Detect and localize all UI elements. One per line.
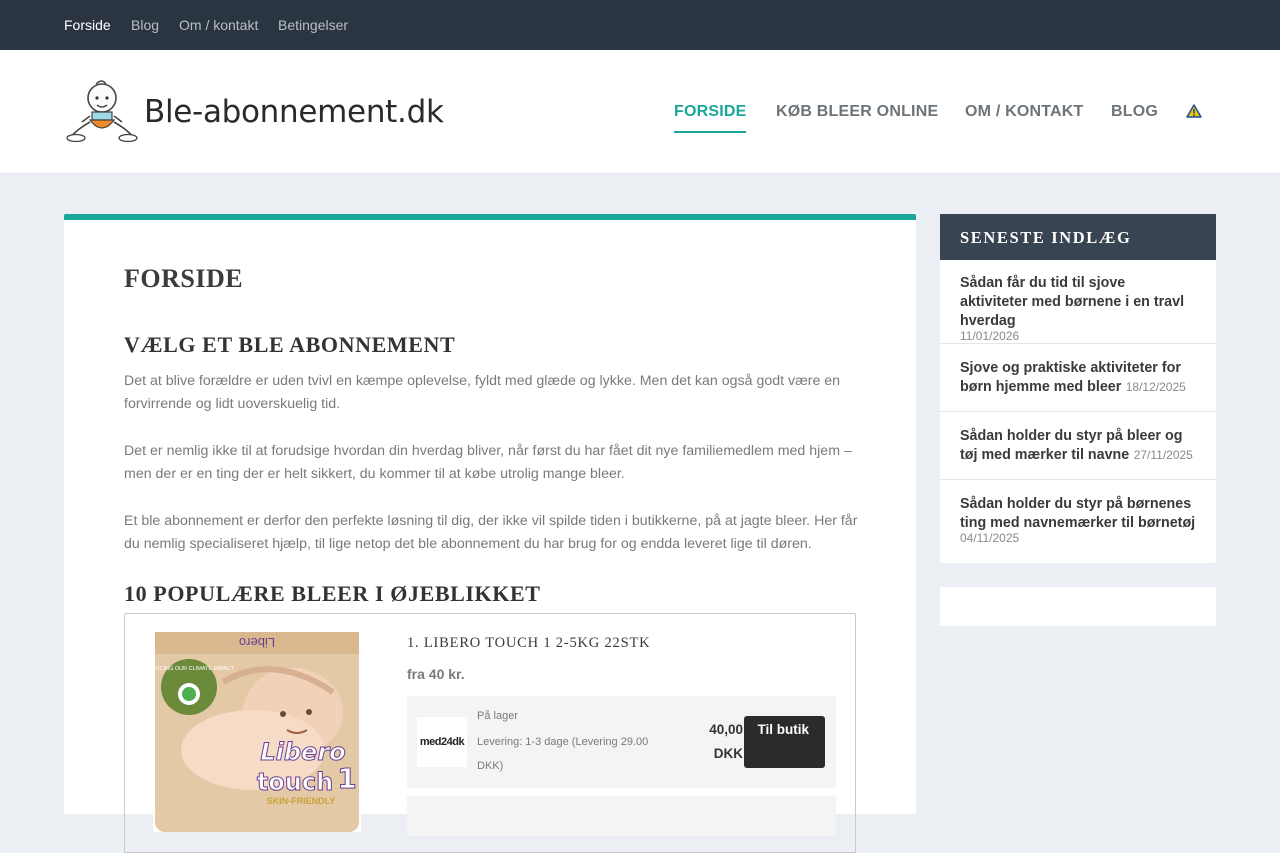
product-tag-text: SKIN-FRIENDLY <box>266 796 336 806</box>
recent-post-item <box>940 480 1216 563</box>
page-title: FORSIDE <box>124 264 244 293</box>
offer-delivery: Levering: 1-3 dage (Levering 29.00 DKK) <box>477 736 649 772</box>
offer-stock-status: På lager <box>477 710 518 722</box>
nav-item-om-kontakt[interactable]: OM / KONTAKT <box>965 103 1084 120</box>
nav-item-blog[interactable]: BLOG <box>1111 103 1159 120</box>
product-line-text: touch <box>256 768 334 796</box>
topbar-link-blog[interactable]: Blog <box>131 17 160 33</box>
nav-item-koeb-bleer-online[interactable]: KØB BLEER ONLINE <box>776 103 939 120</box>
recent-post-date: 04/11/2025 <box>960 531 1020 545</box>
product-card <box>124 613 856 853</box>
til-butik-button[interactable]: Til butik <box>744 716 825 768</box>
shop-logo[interactable]: med24dk <box>417 717 467 767</box>
topbar-link-om-kontakt[interactable]: Om / kontakt <box>179 17 259 33</box>
sidebar-recent-posts <box>940 214 1216 563</box>
site-header <box>0 50 1280 174</box>
product-brand-text: Libero <box>260 738 346 766</box>
recent-post-link[interactable]: Sådan holder du styr på bleer og tøj med mærker til navne <box>960 428 1183 463</box>
recent-post-date: 11/01/2026 <box>960 329 1020 343</box>
recent-post-date: 27/11/2025 <box>1133 448 1193 462</box>
top-bar <box>0 0 1280 50</box>
topbar-link-forside[interactable]: Forside <box>64 17 111 33</box>
recent-post-link[interactable]: Sjove og praktiske aktiviteter for børn hjemme med bleer <box>960 360 1181 395</box>
topbar-link-betingelser[interactable]: Betingelser <box>278 17 349 33</box>
intro-paragraph-1: Det at blive forældre er uden tvivl en kæmpe oplevelse, fyldt med glæde og lykke. Men det kan også godt være en forvirrende og lidt uoverskuelig tid. <box>124 373 841 412</box>
recent-post-link[interactable]: Sådan får du tid til sjove aktiviteter med børnene i en travl hverdag <box>960 275 1185 329</box>
recent-post-date: 18/12/2025 <box>1125 380 1186 394</box>
logo-text: Ble-abonnement.dk <box>144 94 444 130</box>
recent-post-item <box>940 412 1216 480</box>
product-size-text: 1 <box>337 762 357 795</box>
product-image-brand-mirrored: Libero <box>238 635 276 650</box>
recent-post-item <box>940 344 1216 412</box>
offer-row <box>407 696 836 788</box>
recent-post-link[interactable]: Sådan holder du styr på børnenes ting med navnemærker til børnetøj <box>960 496 1196 531</box>
section-heading-populaere-bleer: 10 POPULÆRE BLEER I ØJEBLIKKET <box>124 581 541 606</box>
warning-triangle-icon[interactable] <box>1186 104 1202 118</box>
offer-price: 40,00 DKK <box>709 722 743 761</box>
offer-row-2 <box>407 796 836 836</box>
product-badge-text: REDUCING OUR CLIMATE IMPACT <box>144 666 234 672</box>
nav-active-underline <box>674 131 746 133</box>
section-heading-abonnement: VÆLG ET BLE ABONNEMENT <box>124 332 456 357</box>
product-price: fra 40 kr. <box>407 666 465 682</box>
product-title[interactable]: 1. LIBERO TOUCH 1 2-5KG 22STK <box>407 635 651 651</box>
intro-paragraph-2: Det er nemlig ikke til at forudsige hvordan din hverdag bliver, når først du har fået dit nye familiemedlem med hjem – men der er en ting der er helt sikkert, du kommer til at købe utrolig mange bleer. <box>124 443 852 482</box>
recent-post-item <box>940 260 1216 344</box>
sidebar-widget-empty <box>940 587 1216 626</box>
sidebar-heading: SENESTE INDLÆG <box>940 214 1216 260</box>
intro-paragraph-3: Et ble abonnement er derfor den perfekte løsning til dig, der ikke vil spilde tiden i butikkerne, på at jagte bleer. Her får du nemlig specialiseret hjælp, til lige netop det ble abonnement du har brug for og endda leveret lige til døren. <box>124 513 858 552</box>
product-image <box>144 632 361 832</box>
nav-item-forside[interactable]: FORSIDE <box>674 103 747 120</box>
main-content-card <box>64 214 916 814</box>
